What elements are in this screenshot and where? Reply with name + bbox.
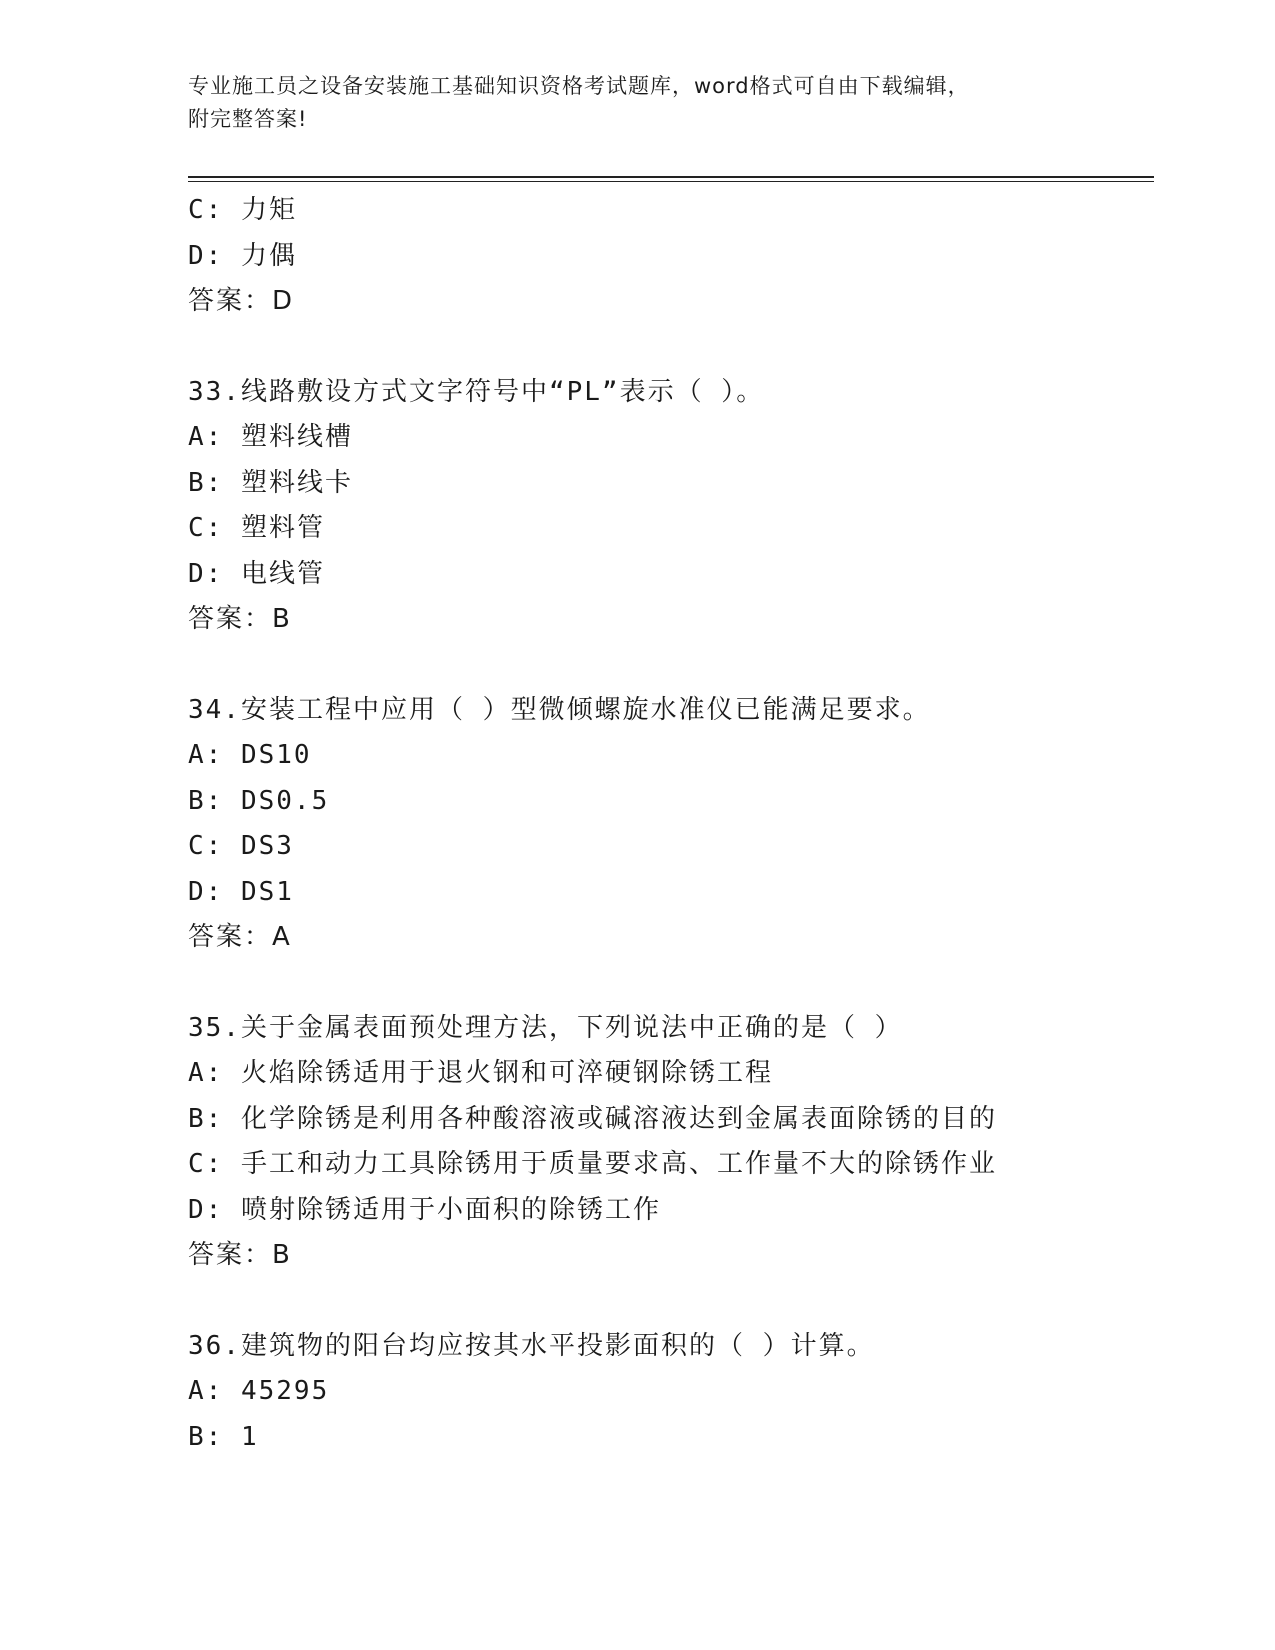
header-divider [188,176,1154,182]
option-a: A: 火焰除锈适用于退火钢和可淬硬钢除锈工程 [188,1058,773,1088]
question-list [188,188,1148,1460]
answer: 答案：B [188,1240,292,1270]
question-35 [188,1006,1148,1279]
question-text: 35.关于金属表面预处理方法，下列说法中正确的是（ ） [188,1012,903,1043]
option-b: B: 化学除锈是利用各种酸溶液或碱溶液达到金属表面除锈的目的 [188,1103,997,1134]
option-a: A: 塑料线槽 [188,422,353,452]
question-36 [188,1324,1148,1461]
question-text: 34.安装工程中应用（ ）型微倾螺旋水准仪已能满足要求。 [188,694,931,725]
header-line-2: 附完整答案! [188,107,308,131]
option-b: B: 塑料线卡 [188,467,353,498]
question-text: 36.建筑物的阳台均应按其水平投影面积的（ ）计算。 [188,1330,875,1361]
option-c: C: 力矩 [188,195,297,225]
option-d: D: 力偶 [188,240,297,271]
option-d: D: DS1 [188,876,294,907]
option-a: A: 45295 [188,1376,330,1406]
option-c: C: DS3 [188,831,294,861]
option-b: B: DS0.5 [188,785,330,816]
option-b: B: 1 [188,1421,259,1452]
header-line-1: 专业施工员之设备安装施工基础知识资格考试题库，word格式可自由下载编辑， [188,74,970,98]
question-34 [188,688,1148,961]
answer: 答案：D [188,286,295,316]
question-33 [188,370,1148,643]
option-d: D: 喷射除锈适用于小面积的除锈工作 [188,1194,661,1225]
option-c: C: 手工和动力工具除锈用于质量要求高、工作量不大的除锈作业 [188,1149,997,1179]
option-a: A: DS10 [188,740,312,770]
double-rule [188,176,1154,182]
answer: 答案：A [188,922,292,952]
answer: 答案：B [188,604,292,634]
question-text: 33.线路敷设方式文字符号中“PL”表示（ ）。 [188,376,765,407]
option-d: D: 电线管 [188,558,325,589]
previous-question-tail [188,188,1148,325]
option-c: C: 塑料管 [188,513,325,543]
page-content [188,70,1148,1460]
